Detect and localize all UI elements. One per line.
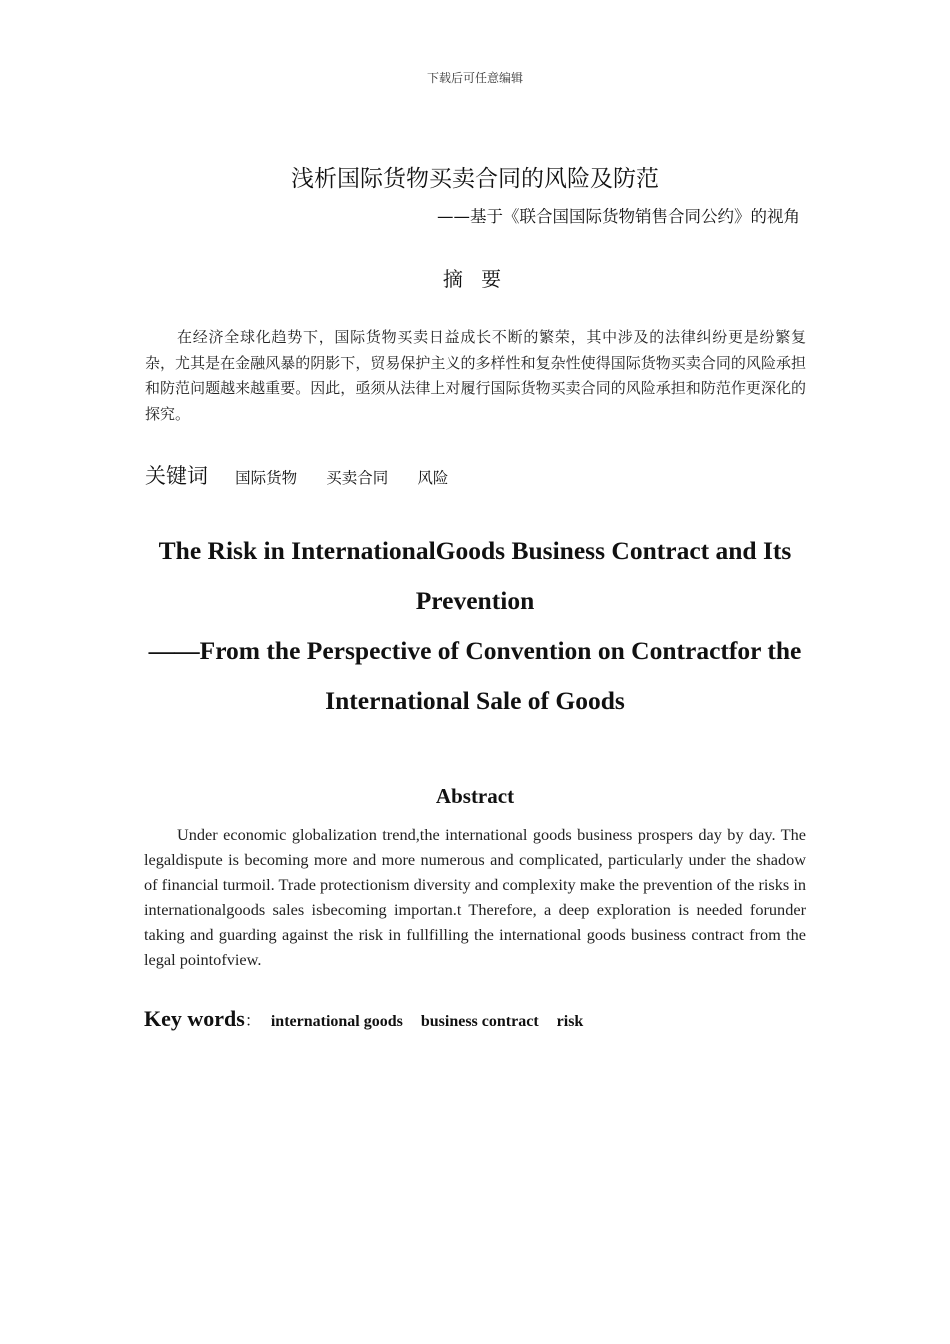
chinese-keywords <box>145 460 472 490</box>
chinese-keyword: 国际货物 <box>235 469 298 487</box>
chinese-keywords-label: 关键词 <box>145 464 208 488</box>
english-subtitle-line: ——From the Perspective of Convention on Contractfor the <box>148 636 802 665</box>
chinese-keyword: 风险 <box>417 469 449 487</box>
chinese-keyword: 买卖合同 <box>326 469 389 487</box>
english-title-line: Prevention <box>415 586 535 615</box>
english-abstract-heading: Abstract <box>435 784 515 808</box>
chinese-abstract-body: 在经济全球化趋势下，国际货物买卖日益成长不断的繁荣，其中涉及的法律纠纷更是纷繁复杂，尤其是在金融风暴的阴影下，贸易保护主义的多样性和复杂性使得国际货物买卖合同的风险承担和防范问题越来越重要。因此，亟须从法律上对履行国际货物买卖合同的风险承担和防范作更深化的探究。 <box>145 328 806 423</box>
english-keyword: international goods <box>270 1013 403 1030</box>
header-note: 下载后可任意编辑 <box>426 71 523 85</box>
english-keyword: business contract <box>420 1013 539 1030</box>
chinese-subtitle: ——基于《联合国国际货物销售合同公约》的视角 <box>437 207 800 226</box>
chinese-abstract-heading: 摘 要 <box>442 267 508 291</box>
english-keywords-colon: ： <box>244 1013 261 1030</box>
english-title-line: The Risk in InternationalGoods Business Contract and Its <box>158 536 792 565</box>
english-subtitle-line: International Sale of Goods <box>325 686 625 715</box>
english-title <box>0 526 950 726</box>
english-keywords-label: Key words <box>144 1006 245 1031</box>
english-keywords <box>144 1006 597 1032</box>
english-keyword: risk <box>556 1013 584 1030</box>
chinese-title: 浅析国际货物买卖合同的风险及防范 <box>291 166 659 192</box>
english-abstract-body: Under economic globalization trend,the international goods business prospers day by day. The legaldispute is becoming more and more numerous and complicated, particularly under the shadow of financial turmoil. Trade protectionism diversity and complexity make the prevention of the risks in internationalgoods sales isbecoming importan.t Therefore, a deep exploration is needed forunder taking and guarding against the risk in fullfilling the international goods business contract from the legal pointofview. <box>144 825 806 969</box>
